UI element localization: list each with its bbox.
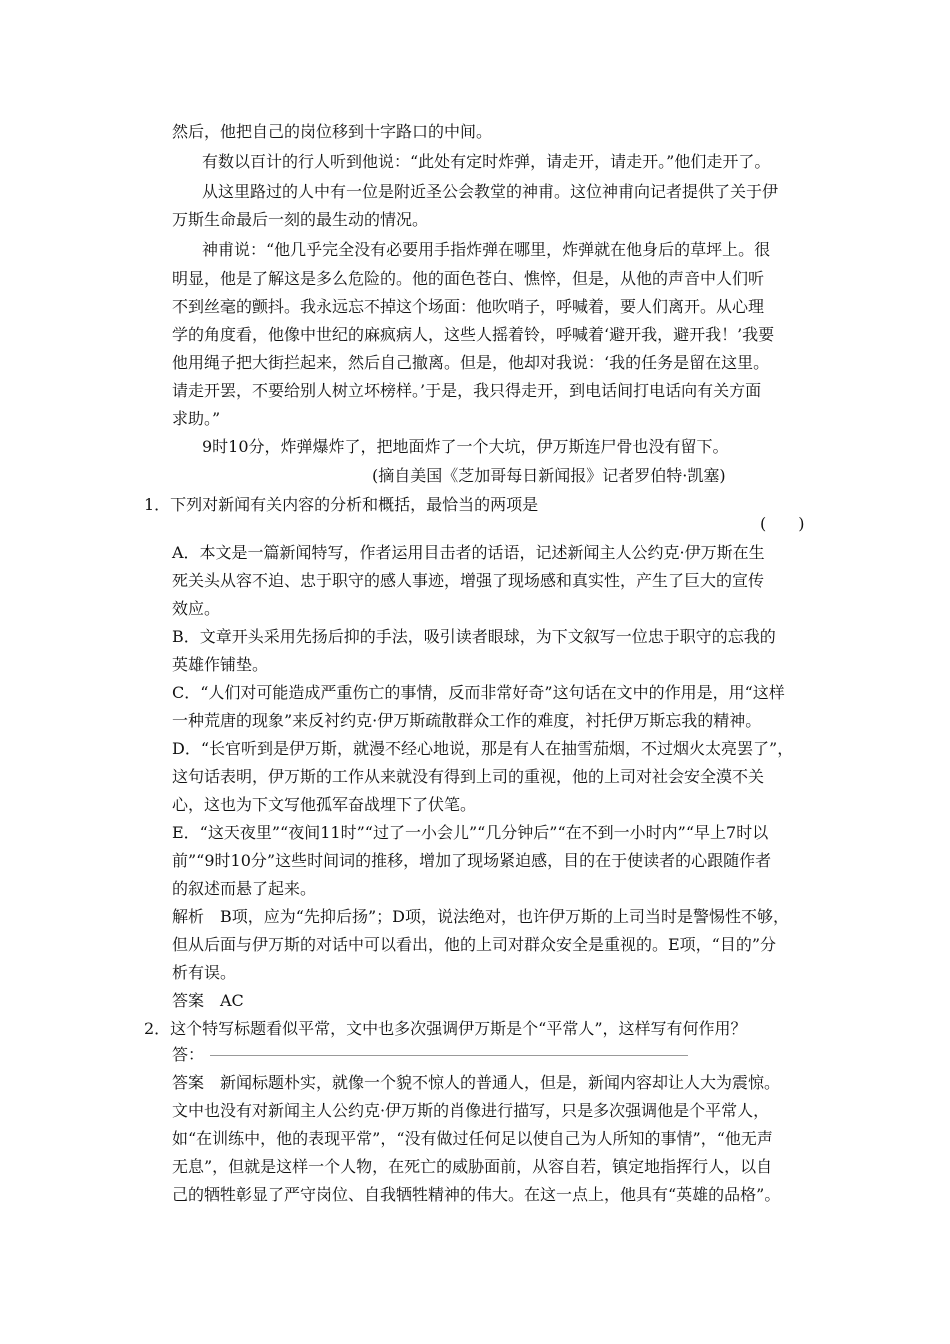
answer-line: 己的牺牲彰显了严守岗位、自我牺牲精神的伟大。在这一点上，他具有“英雄的品格”。 <box>172 1185 781 1204</box>
option-c-line: C．“人们对可能造成严重伤亡的事情，反而非常好奇”这句话在文中的作用是，用“这样 <box>172 683 785 702</box>
option-a-line: 死关头从容不迫、忠于职守的感人事迹，增强了现场感和真实性，产生了巨大的宣传 <box>172 571 765 590</box>
question-1-stem: 1．下列对新闻有关内容的分析和概括，最恰当的两项是 <box>144 495 539 514</box>
article-line: 万斯生命最后一刻的最生动的情况。 <box>172 210 429 229</box>
option-d-line: 心，这也为下文写他孤军奋战埋下了伏笔。 <box>172 795 477 814</box>
article-line: 请走开罢，不要给别人树立坏榜样。’于是，我只得走开，到电话间打电话向有关方面 <box>172 381 762 400</box>
option-e-line: 的叙述而悬了起来。 <box>172 879 317 898</box>
answer-blank[interactable] <box>210 1055 688 1056</box>
article-line: 然后，他把自己的岗位移到十字路口的中间。 <box>172 122 493 141</box>
article-line: 不到丝毫的颤抖。我永远忘不掉这个场面：他吹哨子，呼喊着，要人们离开。从心理 <box>172 297 765 316</box>
option-d-line: 这句话表明，伊万斯的工作从来就没有得到上司的重视，他的上司对社会安全漠不关 <box>172 767 765 786</box>
answer-line: 如“在训练中，他的表现平常”，“没有做过任何足以使自己为人所知的事情”，“他无声 <box>172 1129 773 1148</box>
article-line: 有数以百计的行人听到他说：“此处有定时炸弹，请走开，请走开。”他们走开了。 <box>202 152 771 171</box>
article-source: (摘自美国《芝加哥每日新闻报》记者罗伯特·凯塞) <box>372 466 726 485</box>
article-line: 求助。” <box>172 409 221 428</box>
answer-blank-row <box>172 1042 812 1068</box>
answer-line: 答案 新闻标题朴实，就像一个貌不惊人的普通人，但是，新闻内容却让人大为震惊。 <box>172 1073 781 1092</box>
option-c-line: 一种荒唐的现象”来反衬约克·伊万斯疏散群众工作的难度，衬托伊万斯忘我的精神。 <box>172 711 762 730</box>
article-line: 神甫说：“他几乎完全没有必要用手指炸弹在哪里，炸弹就在他身后的草坪上。很 <box>202 240 771 259</box>
option-b-line: B．文章开头采用先扬后抑的手法，吸引读者眼球，为下文叙写一位忠于职守的忘我的 <box>172 627 776 646</box>
option-b-line: 英雄作铺垫。 <box>172 655 269 674</box>
option-a-line: 效应。 <box>172 599 221 618</box>
article-line: 明显，他是了解这是多么危险的。他的面色苍白、憔悴，但是，从他的声音中人们听 <box>172 269 765 288</box>
analysis-line: 解析 B项，应为“先抑后扬”；D项，说法绝对，也许伊万斯的上司当时是警惕性不够， <box>172 907 789 926</box>
option-e-line: E．“这天夜里”“夜间11时”“过了一小会儿”“几分钟后”“在不到一小时内”“早上7时以 <box>172 823 769 842</box>
article-line: 9时10分，炸弹爆炸了，把地面炸了一个大坑，伊万斯连尸骨也没有留下。 <box>202 437 729 456</box>
article-line: 他用绳子把大街拦起来，然后自己撤离。但是，他却对我说：‘我的任务是留在这里。 <box>172 353 770 372</box>
answer-line: 文中也没有对新闻主人公约克·伊万斯的肖像进行描写，只是多次强调他是个平常人， <box>172 1101 770 1120</box>
answer-prompt: 答： <box>172 1045 205 1064</box>
analysis-line: 但从后面与伊万斯的对话中可以看出，他的上司对群众安全是重视的。E项，“目的”分 <box>172 935 777 954</box>
question-2-stem: 2．这个特写标题看似平常，文中也多次强调伊万斯是个“平常人”，这样写有何作用？ <box>144 1019 747 1038</box>
option-e-line: 前”“9时10分”这些时间词的推移，增加了现场紧迫感，目的在于使读者的心跟随作者 <box>172 851 772 870</box>
article-line: 从这里路过的人中有一位是附近圣公会教堂的神甫。这位神甫向记者提供了关于伊 <box>202 182 779 201</box>
answer-parentheses: ( ) <box>760 514 805 533</box>
analysis-line: 析有误。 <box>172 963 237 982</box>
question-1-answer: 答案 AC <box>172 991 244 1010</box>
option-a-line: A．本文是一篇新闻特写，作者运用目击者的话语，记述新闻主人公约克·伊万斯在生 <box>172 543 765 562</box>
article-line: 学的角度看，他像中世纪的麻疯病人，这些人摇着铃，呼喊着‘避开我，避开我！’我要 <box>172 325 775 344</box>
answer-line: 无息”，但就是这样一个人物，在死亡的威胁面前，从容自若，镇定地指挥行人，以自 <box>172 1157 773 1176</box>
option-d-line: D．“长官听到是伊万斯，就漫不经心地说，那是有人在抽雪茄烟，不过烟火太亮罢了”， <box>172 739 794 758</box>
